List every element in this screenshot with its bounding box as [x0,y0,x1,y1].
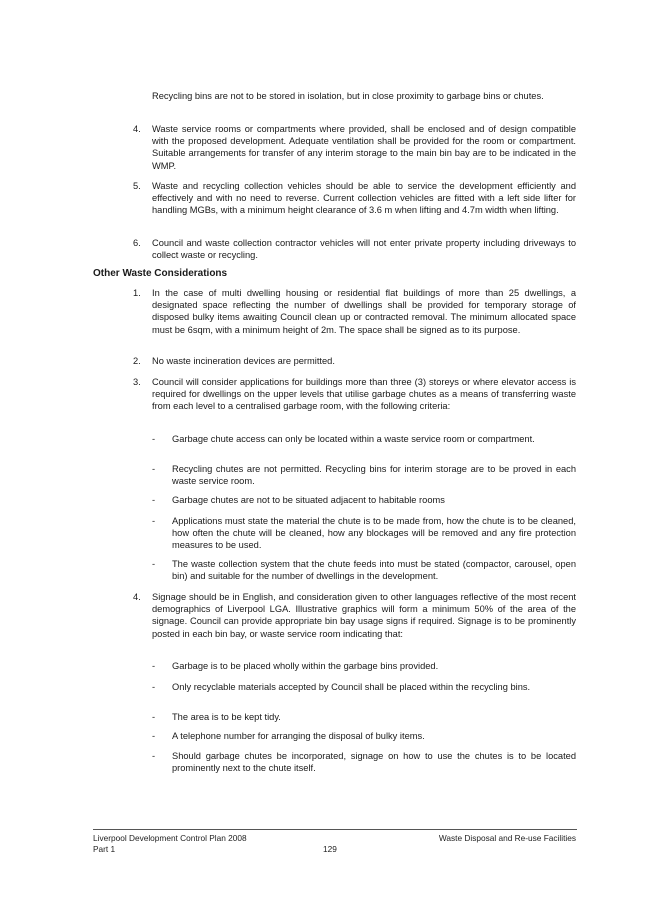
list-item-text: Council and waste collection contractor vehicles will not enter private property including driveways to collect waste or recycling. [152,238,576,261]
bullet-mark: - [152,495,156,505]
bullet-mark: - [152,682,156,692]
bullet-text: Garbage is to be placed wholly within the garbage bins provided. [172,661,439,671]
bullet-mark: - [152,661,156,671]
bullet-item [152,558,576,582]
bullet-item [152,730,576,742]
list-item-number: 2. [133,356,141,366]
bullet-item [152,433,576,445]
bullet-mark: - [152,434,156,444]
bullet-text: Applications must state the material the chute is to be made from, how the chute is to be cleaned, how often the chute will be cleaned, how any blockages will be removed and any fire protection measures to be used. [172,516,576,551]
bullet-mark: - [152,731,156,741]
bullet-mark: - [152,712,156,722]
list-item-text: In the case of multi dwelling housing or residential flat buildings of more than 25 dwellings, a designated space reflecting the number of dwellings shall be provided for temporary storage of disposed bulky items awaiting Council clean up or contracted removal. The minimum allocated space must be 6sqm, with a minimum height of 2m. The space shall be signed as to its purpose. [152,288,576,335]
bullet-text: A telephone number for arranging the disposal of bulky items. [172,731,425,741]
footer-divider [93,829,577,830]
footer-part: Part 1 [93,844,116,854]
bullet-item [152,660,576,672]
list-item-number: 3. [133,377,141,387]
list-item [133,376,576,413]
bullet-text: Should garbage chutes be incorporated, signage on how to use the chutes is to be located prominently next to the chute itself. [172,751,576,774]
list-item-text: Signage should be in English, and consideration given to other languages reflective of the most recent demographics of Liverpool LGA. Illustrative graphics will form a minimum 50% of the area of the signage. Council can provide appropriate bin bay usage signs if required. Signage is to be prominently posted in each bin bay, or waste service room indicating that: [152,592,576,639]
list-item-number: 4. [133,592,141,602]
list-item [133,180,576,217]
intro-paragraph: Recycling bins are not to be stored in isolation, but in close proximity to garbage bins or chutes. [152,91,544,101]
list-item-text: Waste and recycling collection vehicles should be able to service the development efficiently and effectively and with no need to reverse. Current collection vehicles are fitted with a left side lifter for handling MGBs, with a minimum height clearance of 3.6 m when lifting and 4.7m width when lifting. [152,181,576,216]
list-item-number: 5. [133,181,141,191]
bullet-item [152,463,576,487]
bullet-text: The waste collection system that the chute feeds into must be stated (compactor, carousel, open bin) and suitable for the number of dwellings in the development. [172,559,576,582]
bullet-text: Garbage chutes are not to be situated adjacent to habitable rooms [172,495,445,505]
bullet-mark: - [152,751,156,761]
bullet-item [152,711,576,723]
bullet-text: Garbage chute access can only be located within a waste service room or compartment. [172,434,535,444]
list-item [133,355,576,367]
footer-doc-title: Liverpool Development Control Plan 2008 [93,833,247,843]
bullet-item [152,681,576,693]
bullet-text: Only recyclable materials accepted by Council shall be placed within the recycling bins. [172,682,531,692]
bullet-mark: - [152,464,156,474]
list-item-number: 1. [133,288,141,298]
list-item [133,287,576,336]
bullet-mark: - [152,559,156,569]
bullet-item [152,494,576,506]
list-item [133,591,576,640]
bullet-text: Recycling chutes are not permitted. Recycling bins for interim storage are to be proved in each waste service room. [172,464,576,487]
list-item-number: 4. [133,124,141,134]
list-item [133,123,576,172]
list-item-text: Waste service rooms or compartments where provided, shall be enclosed and of design compatible with the proposed development. Adequate ventilation shall be provided for the room or compartment. Suitable arrangements for transfer of any interim storage to the main bin bay are to be indicated in the WMP. [152,124,576,171]
bullet-text: The area is to be kept tidy. [172,712,281,722]
page-number: 129 [323,844,337,854]
bullet-item [152,515,576,552]
footer-section-title: Waste Disposal and Re-use Facilities [438,833,576,843]
list-item-number: 6. [133,238,141,248]
list-item-text: Council will consider applications for buildings more than three (3) storeys or where elevator access is required for dwellings on the upper levels that utilise garbage chutes as a means of transferring waste from each level to a centralised garbage room, with the following criteria: [152,377,576,412]
section-heading: Other Waste Considerations [93,268,228,279]
bullet-mark: - [152,516,156,526]
list-item-text: No waste incineration devices are permitted. [152,356,335,366]
list-item [133,237,576,261]
bullet-item [152,750,576,774]
